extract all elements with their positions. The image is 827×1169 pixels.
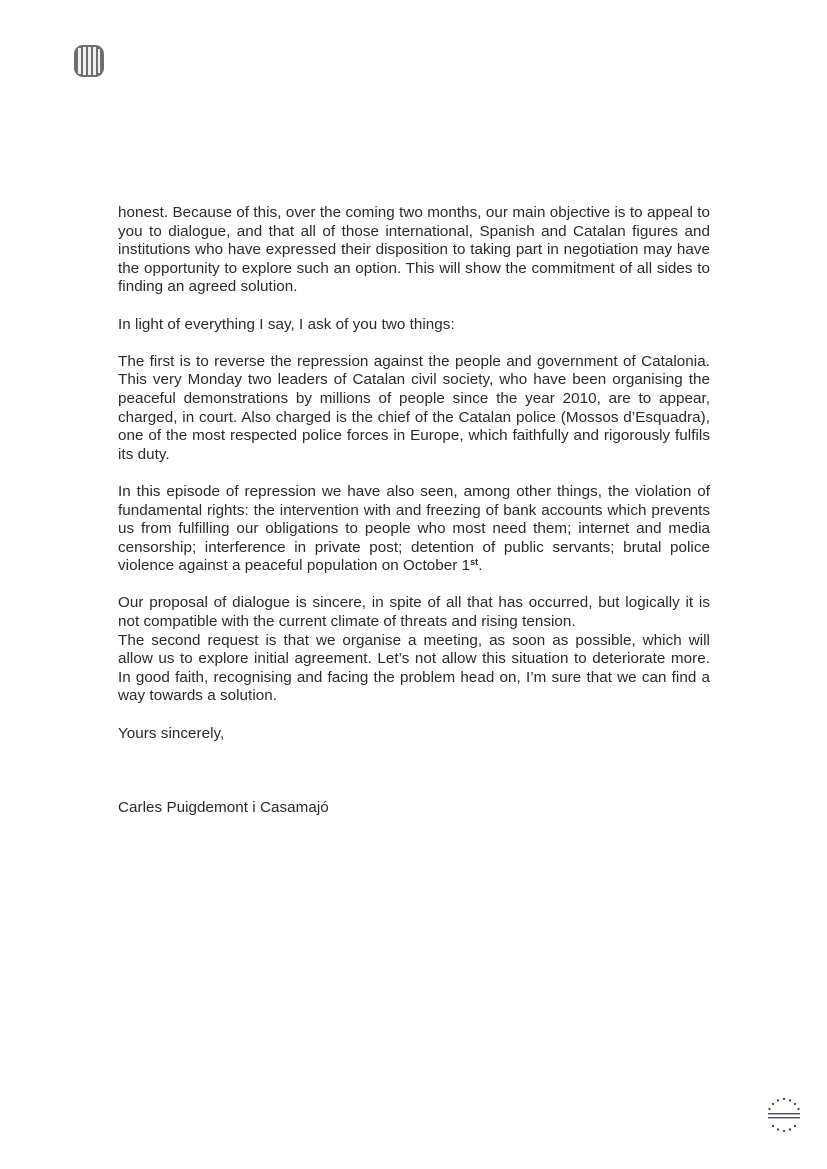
paragraph-first-request: The first is to reverse the repression against the people and government of Catalonia. This very Monday two leaders of Catalan civil society, who have been organising the peaceful demonstrations by millions of people since the year 2010, are to appear, charged, in court. Also charged is the chief of the Catalan police (Mossos d’Esquadra), one of the most respected police forces in Europe, which faithfully and rigorously fulfils its duty.	[118, 352, 710, 463]
paragraph-proposal-sincere: Our proposal of dialogue is sincere, in spite of all that has occurred, but logically it is not compatible with the current climate of threats and rising tension.	[118, 594, 710, 631]
repression-period: .	[478, 557, 483, 575]
letter-body	[118, 204, 710, 818]
paragraph-repression	[118, 483, 710, 576]
paragraph-dialogue-appeal: honest. Because of this, over the coming two months, our main objective is to appeal to you to dialogue, and that all of those international, Spanish and Catalan figures and institutions who have expressed their disposition to taking part in negotiation may have the opportunity to explore such an option. This will show the commitment of all sides to finding an agreed solution.	[118, 204, 710, 296]
document-bank-stamp-icon	[764, 1095, 804, 1135]
paragraph-second-request: The second request is that we organise a meeting, as soon as possible, which will allow us to explore initial agreement. Let’s not allow this situation to deteriorate more. In good faith, recognising and facing the problem head on, I’m sure that we can find a way towards a solution.	[118, 631, 710, 705]
closing-salutation: Yours sincerely,	[118, 724, 225, 742]
signature-name: Carles Puigdemont i Casamajó	[118, 799, 329, 817]
repression-text: In this episode of repression we have also seen, among other things, the violation of fundamental rights: the intervention with and freezing of bank accounts which prevents us from fulfilling our obligations to people who most need them; internet and media censorship; interference in private post; detention of public servants; brutal police violence against a peaceful population on October 1	[118, 482, 710, 575]
paragraph-two-requests: In light of everything I say, I ask of you two things:	[118, 315, 455, 333]
government-emblem-icon	[73, 44, 105, 78]
ordinal-superscript: st	[470, 557, 479, 568]
